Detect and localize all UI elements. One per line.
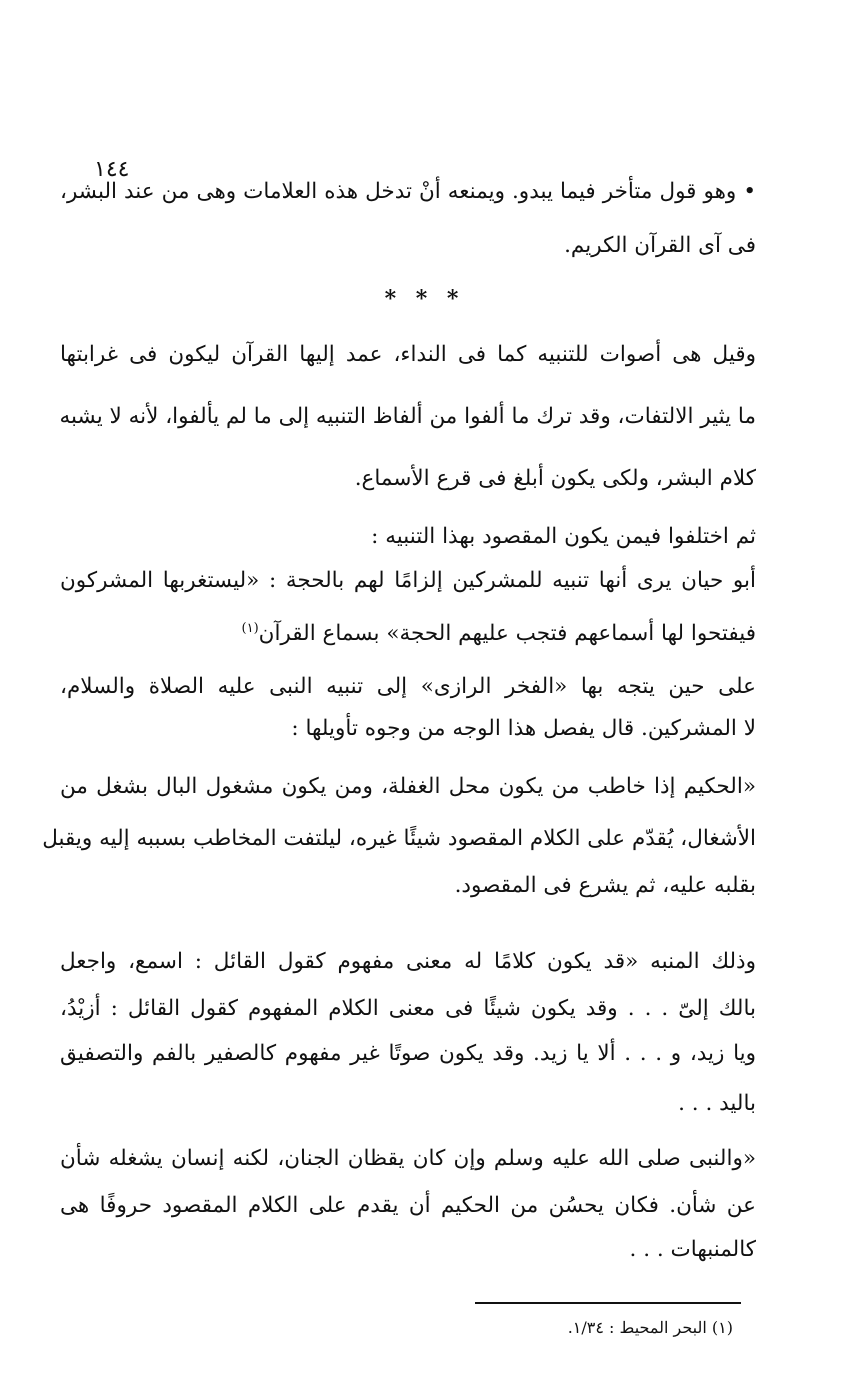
text-line: أبو حيان يرى أنها تنبيه للمشركين إلزامًا لهم بالحجة : «ليستغربها المشركون [60, 568, 756, 593]
text-line: بالك إلىّ . . . وقد يكون شيئًا فى معنى الكلام المفهوم كقول القائل : أزيْدُ، [60, 996, 756, 1021]
text-line: ثم اختلفوا فيمن يكون المقصود بهذا التنبيه : [371, 524, 756, 549]
text-line-body: فيفتحوا لها أسماعهم فتجب عليهم الحجة» بسماع القرآن [258, 621, 756, 647]
text-line: كلام البشر، ولكى يكون أبلغ فى قرع الأسماع. [354, 466, 756, 491]
text-line: على حين يتجه بها «الفخر الرازى» إلى تنبيه النبى عليه الصلاة والسلام، [60, 674, 756, 699]
text-line: • وهو قول متأخر فيما يبدو. ويمنعه أنْ تدخل هذه العلامات وهى من عند البشر، [60, 179, 756, 204]
text-line: كالمنبهات . . . [629, 1237, 756, 1262]
footnote-divider [475, 1302, 741, 1304]
text-line: باليد . . . [678, 1091, 756, 1116]
text-line: الأشغال، يُقدّم على الكلام المقصود شيئًا غيره، ليلتفت المخاطب بسببه إليه ويقبل [42, 826, 756, 851]
footnote-reference: (١) [241, 621, 259, 636]
text-line: ما يثير الالتفات، وقد ترك ما ألفوا من ألفاظ التنبيه إلى ما لم يألفوا، لأنه لا يشبه [59, 404, 756, 429]
text-line [60, 615, 756, 648]
text-line: وقيل هى أصوات للتنبيه كما فى النداء، عمد إليها القرآن ليكون فى غرابتها [60, 342, 756, 367]
page-number: ١٤٤ [94, 157, 130, 182]
text-line: فى آى القرآن الكريم. [564, 233, 756, 258]
footnote: (١) البحر المحيط : ١/٣٤. [567, 1318, 733, 1337]
text-line: «الحكيم إذا خاطب من يكون محل الغفلة، ومن يكون مشغول البال بشغل من [60, 774, 756, 799]
text-line: وذلك المنبه «قد يكون كلامًا له معنى مفهوم كقول القائل : اسمع، واجعل [60, 949, 756, 974]
text-line: ويا زيد، و . . . ألا يا زيد. وقد يكون صوتًا غير مفهوم كالصفير بالفم والتصفيق [60, 1041, 756, 1066]
text-line: «والنبى صلى الله عليه وسلم وإن كان يقظان الجنان، لكنه إنسان يشغله شأن [60, 1146, 756, 1171]
text-line: بقلبه عليه، ثم يشرع فى المقصود. [454, 873, 756, 898]
text-line: لا المشركين. قال يفصل هذا الوجه من وجوه تأويلها : [291, 716, 756, 741]
section-separator: * * * [384, 286, 465, 312]
text-line: عن شأن. فكان يحسُن من الحكيم أن يقدم على الكلام المقصود حروفًا هى [60, 1193, 756, 1218]
